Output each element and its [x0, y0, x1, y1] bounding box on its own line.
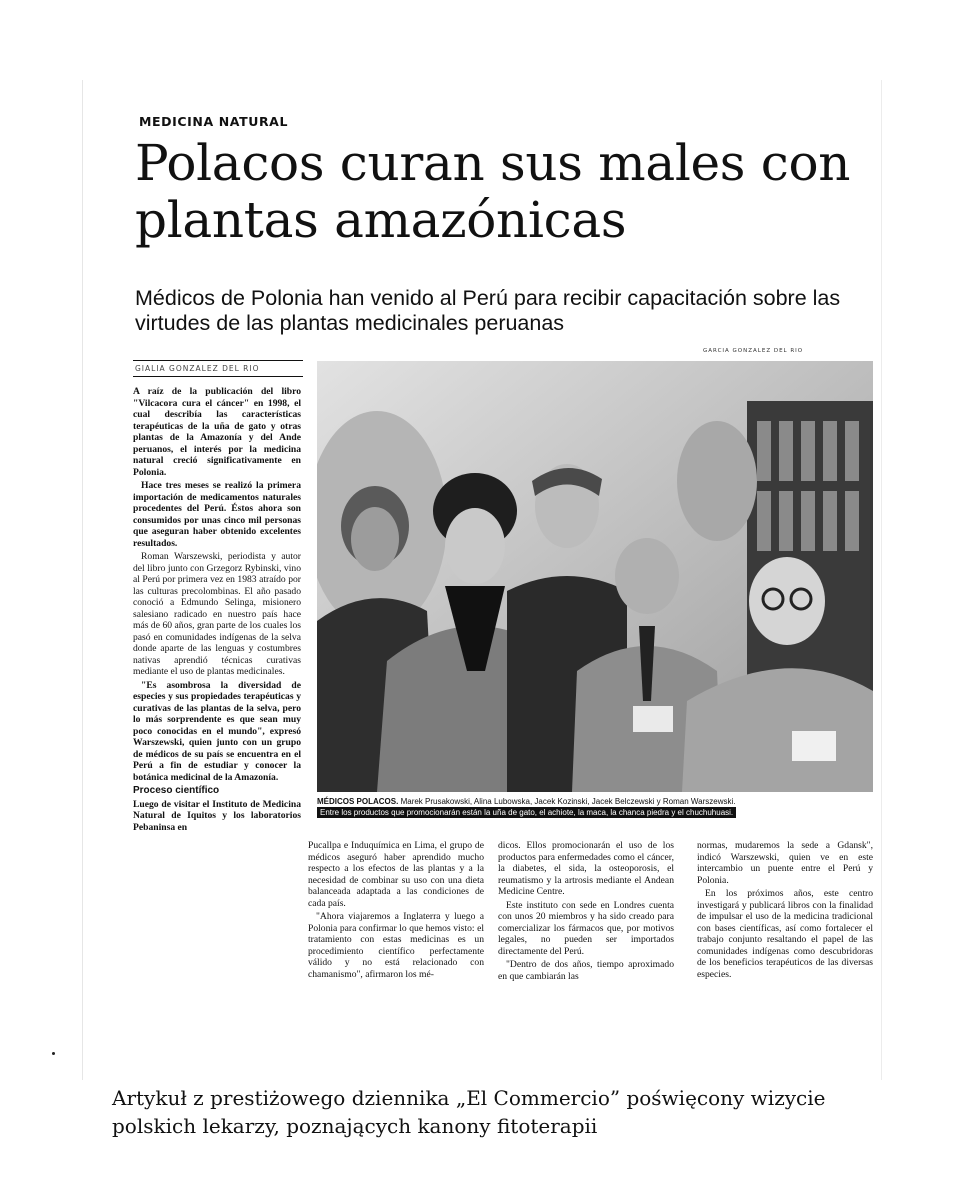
- group-photo: [317, 361, 873, 792]
- paragraph: Este instituto con sede en Londres cuenta con unos 20 miembros y ha sido creado para comercializar los fármacos que, por motivos legales, no pueden ser importados directamente del Perú.: [498, 899, 674, 957]
- article-column-1: [133, 386, 301, 1016]
- photo-caption: [317, 796, 873, 818]
- paragraph: A raíz de la publicación del libro "Vilcacora cura el cáncer" en 1998, el cual describía las características terapéuticas de la uña de gato y otras plantas de la Amazonía y del Ande peruanos, el interés por la medicina natural creció significativamente en Polonia.: [133, 386, 301, 478]
- caption-names: Marek Prusakowski, Alina Lubowska, Jacek Kozinski, Jacek Belczewski y Roman Warszewski.: [400, 797, 736, 806]
- paragraph: dicos. Ellos promocionarán el uso de los productos para enfermedades como el cáncer, la diabetes, el sida, la osteoporosis, el reumatismo y la artrosis mediante el Andean Medicine Centre.: [498, 840, 674, 897]
- paragraph: Pucallpa e Induquímica en Lima, el grupo de médicos aseguró haber aprendido mucho respecto a los efectos de las plantas y a la necesidad de combinar su uso con una dieta balanceada adaptada a las condiciones de cada país.: [308, 840, 484, 909]
- headline: Polacos curan sus males con plantas amazónicas: [135, 134, 851, 249]
- subheadline: Médicos de Polonia han venido al Perú para recibir capacitación sobre las virtudes de las plantas medicinales peruanas: [135, 286, 841, 335]
- caption-lead: MÉDICOS POLACOS.: [317, 797, 399, 806]
- speck-dot: [52, 1052, 55, 1055]
- paragraph: "Ahora viajaremos a Inglaterra y luego a Polonia para confirmar lo que hemos visto: el tratamiento con estas medicinas es un procedimiento científico perfectamente válido y no está relacionado con chamanismo", afirmaron los mé-: [308, 911, 484, 980]
- paragraph: "Dentro de dos años, tiempo aproximado en que cambiarán las: [498, 959, 674, 982]
- caption-line-2: Entre los productos que promocionarán están la uña de gato, el achiote, la maca, la chanca piedra y el chuchuhuasi.: [317, 807, 736, 818]
- byline: GIALIA GONZALEZ DEL RIO: [133, 360, 303, 377]
- article-column-4: [697, 840, 873, 1036]
- paragraph: Luego de visitar el Instituto de Medicina Natural de Iquitos y los laboratorios Pebaninsa en: [133, 798, 301, 833]
- paragraph: normas, mudaremos la sede a Gdansk", indicó Warszewski, quien ve en este intercambio un puente entre el Perú y Polonia.: [697, 840, 873, 886]
- group-photo-illustration: [317, 361, 873, 792]
- article-column-2: [308, 840, 484, 1036]
- paragraph: "Es asombrosa la diversidad de especies y sus propiedades terapéuticas y curativas de las plantas de la selva, pero lo más sorprendente es que sean muy poco conocidas en el mundo", expresó Warszewski, quien junto con un grupo de médicos de su país se encuentra en el Perú a fin de estudiar y conocer la botánica medicinal de la Amazonía.: [133, 679, 301, 783]
- photo-credit: GARCIA GONZALEZ DEL RIO: [703, 348, 804, 354]
- subsection-heading: Proceso científico: [133, 785, 220, 796]
- section-label: MEDICINA NATURAL: [139, 114, 289, 129]
- article-column-3: [498, 840, 674, 1036]
- polish-caption: Artykuł z prestiżowego dziennika „El Commercio” poświęcony wizycie polskich lekarzy, poznających kanony fitoterapii: [112, 1086, 826, 1138]
- newspaper-clipping: [82, 80, 882, 1080]
- paragraph: Hace tres meses se realizó la primera importación de medicamentos naturales procedentes del Perú. Éstos ahora son consumidos por unas cinco mil personas que aseguran haber obtenido excelentes resultados.: [133, 480, 301, 549]
- paragraph: Roman Warszewski, periodista y autor del libro junto con Grzegorz Rybinski, vino al Perú por primera vez en 1983 atraído por las culturas precolombinas. El año pasado conoció a Edmundo Selinga, misionero salesiano radicado en nuestro país hace más de 60 años, gran parte de los cuales los pasó en comunidades indígenas de la selva donde aparte de las lenguas y costumbres nativas aprendió técnicas curativas mediante el uso de plantas medicinales.: [133, 551, 301, 677]
- paragraph: En los próximos años, este centro investigará y publicará libros con la finalidad de impulsar el uso de la medicina tradicional con bases científicas, así como fortalecer el trabajo conjunto resaltando el papel de las comunidades indígenas como descubridoras de los beneficios terapéuticos de las diversas especies.: [697, 888, 873, 980]
